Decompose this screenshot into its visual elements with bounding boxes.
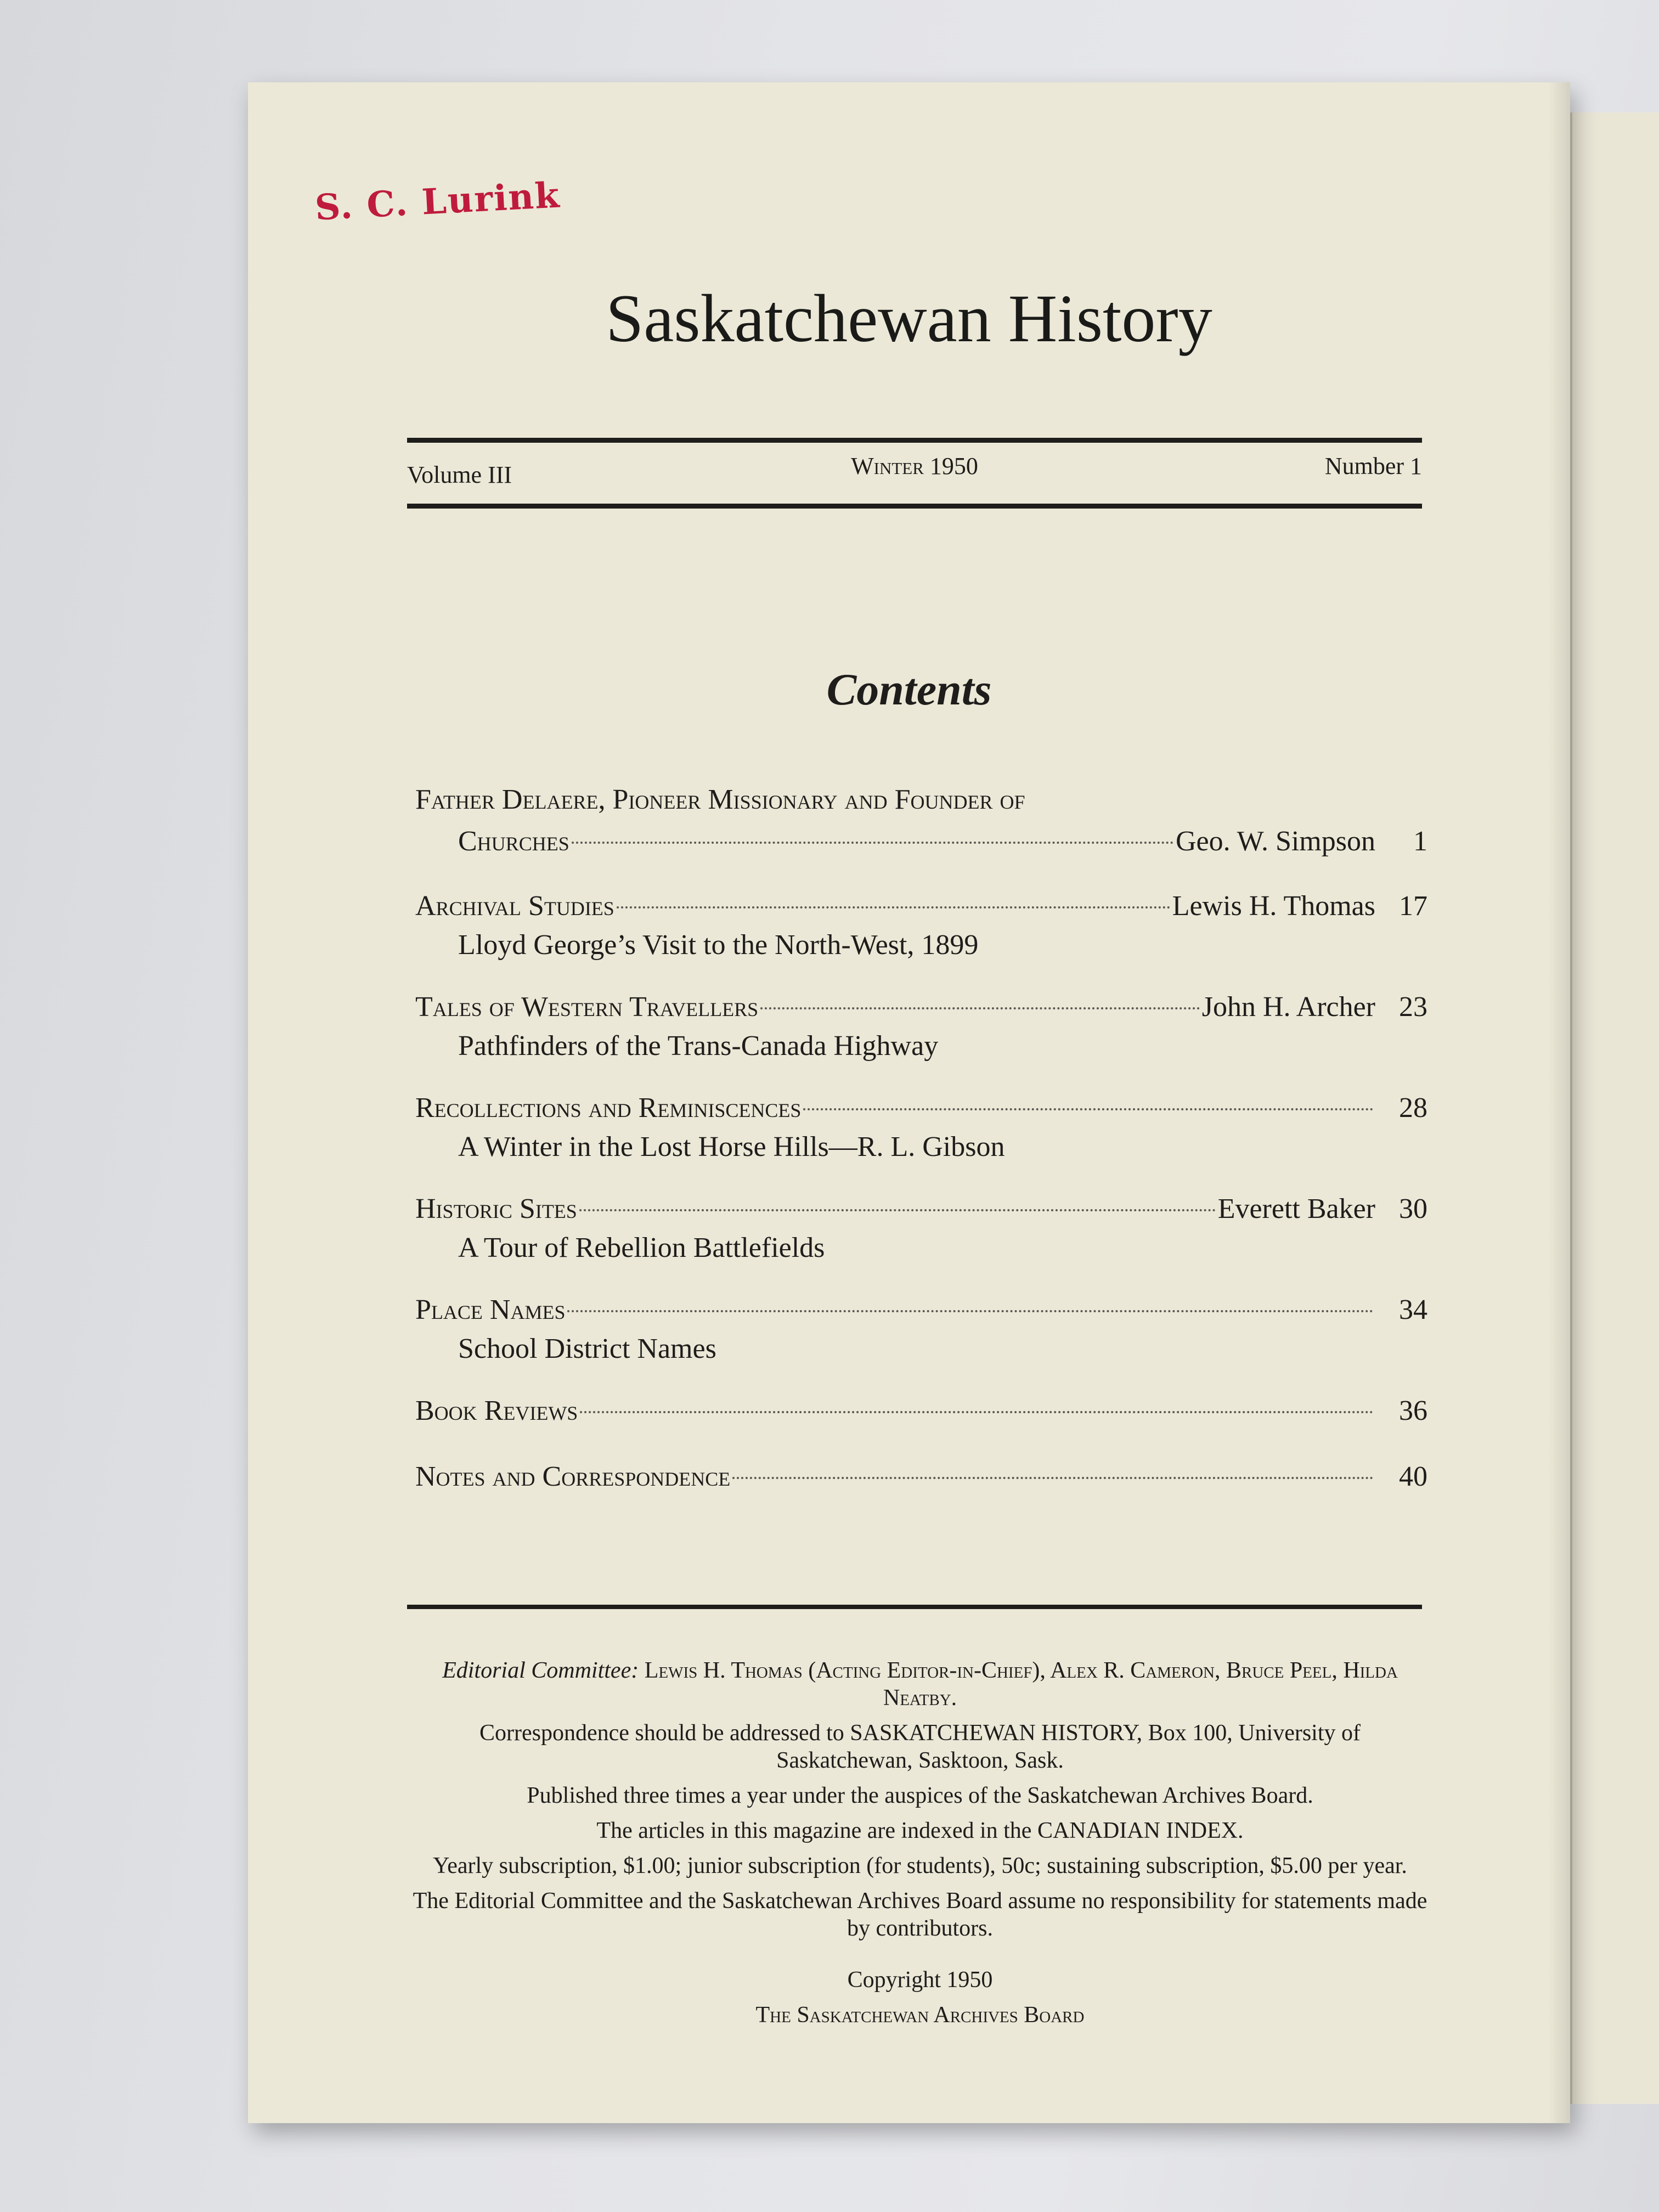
issue-info-row [407, 449, 1422, 498]
toc-entry-subtitle: Pathfinders of the Trans-Canada Highway [458, 1030, 939, 1062]
toc-entry-title-cont: Churches [458, 826, 569, 857]
toc-entry [415, 1188, 1427, 1266]
toc-entry-title: Father Delaere, Pioneer Missionary and Founder of [415, 784, 1025, 815]
season-label: Winter 1950 [851, 453, 978, 479]
index-note: The articles in this magazine are indexed in the CANADIAN INDEX. [596, 1818, 1244, 1843]
toc-entry-subtitle: A Winter in the Lost Horse Hills—R. L. Gibson [458, 1131, 1005, 1163]
editorial-label: Editorial Committee: [442, 1658, 639, 1683]
table-of-contents [415, 779, 1427, 1498]
leader-dots [760, 1007, 1200, 1009]
toc-entry-page: 23 [1399, 991, 1427, 1023]
toc-entry [415, 986, 1427, 1064]
magazine-title: Saskatchewan History [606, 281, 1212, 356]
toc-entry [415, 885, 1427, 963]
responsibility-note: The Editorial Committee and the Saskatchewan Archives Board assume no responsibility for statements made by contributors. [413, 1888, 1427, 1941]
owner-stamp: S. C. Lurink [314, 174, 561, 229]
toc-entry-author: Everett Baker [1217, 1193, 1375, 1224]
number-label: Number 1 [1324, 453, 1422, 479]
toc-entry [415, 1087, 1427, 1165]
toc-entry-page: 17 [1399, 890, 1427, 922]
toc-entry-subtitle: A Tour of Rebellion Battlefields [458, 1232, 825, 1263]
toc-entry-subtitle: Lloyd George’s Visit to the North-West, 1899 [458, 929, 979, 961]
toc-entry-page: 40 [1399, 1461, 1427, 1492]
footer-rule [407, 1605, 1422, 1609]
toc-entry-page: 34 [1399, 1294, 1427, 1325]
leader-dots [572, 842, 1173, 844]
leader-dots [567, 1310, 1373, 1312]
masthead-bottom-rule [407, 504, 1422, 509]
leader-dots [580, 1411, 1373, 1413]
correspondence-note: Correspondence should be addressed to SASKATCHEWAN HISTORY, Box 100, University of Saskatchewan, Sasktoon, Sask. [479, 1720, 1361, 1773]
toc-entry [415, 779, 1427, 862]
publication-note: Published three times a year under the auspices of the Saskatchewan Archives Board. [527, 1783, 1313, 1808]
toc-entry-title: Tales of Western Travellers [415, 991, 759, 1023]
leader-dots [579, 1209, 1216, 1211]
contents-heading: Contents [826, 664, 992, 714]
editorial-committee [413, 1657, 1427, 1712]
subscription-note: Yearly subscription, $1.00; junior subscription (for students), 50c; sustaining subscription, $5.00 per year. [433, 1853, 1407, 1878]
publisher-line: The Saskatchewan Archives Board [755, 2002, 1085, 2028]
leader-dots [617, 906, 1170, 909]
toc-entry-page: 30 [1399, 1193, 1427, 1224]
toc-entry [415, 1456, 1427, 1498]
toc-entry-title: Historic Sites [415, 1193, 577, 1224]
toc-entry [415, 1289, 1427, 1367]
editorial-names: Lewis H. Thomas (Acting Editor-in-Chief), Alex R. Cameron, Bruce Peel, Hilda Neatby. [644, 1658, 1398, 1711]
toc-entry-title: Recollections and Reminiscences [415, 1092, 802, 1124]
masthead-top-rule [407, 438, 1422, 443]
toc-entry-page: 1 [1413, 826, 1427, 857]
toc-entry-subtitle: School District Names [458, 1333, 716, 1364]
colophon [413, 1657, 1427, 2036]
volume-label: Volume III [407, 461, 512, 488]
toc-entry-title: Book Reviews [415, 1395, 578, 1426]
toc-entry-author: Geo. W. Simpson [1175, 826, 1375, 857]
leader-dots [803, 1108, 1373, 1110]
magazine-page [248, 82, 1570, 2123]
toc-entry-title: Notes and Correspondence [415, 1461, 731, 1492]
toc-entry-title: Archival Studies [415, 890, 614, 922]
facing-page-edge [1568, 112, 1659, 2104]
toc-entry-author: Lewis H. Thomas [1172, 890, 1375, 922]
toc-entry [415, 1390, 1427, 1432]
leader-dots [732, 1477, 1373, 1479]
copyright-line: Copyright 1950 [847, 1967, 993, 1993]
toc-entry-title: Place Names [415, 1294, 566, 1325]
page-gutter-shadow [1548, 82, 1570, 2123]
toc-entry-author: John H. Archer [1201, 991, 1375, 1023]
toc-entry-page: 36 [1399, 1395, 1427, 1426]
toc-entry-page: 28 [1399, 1092, 1427, 1124]
